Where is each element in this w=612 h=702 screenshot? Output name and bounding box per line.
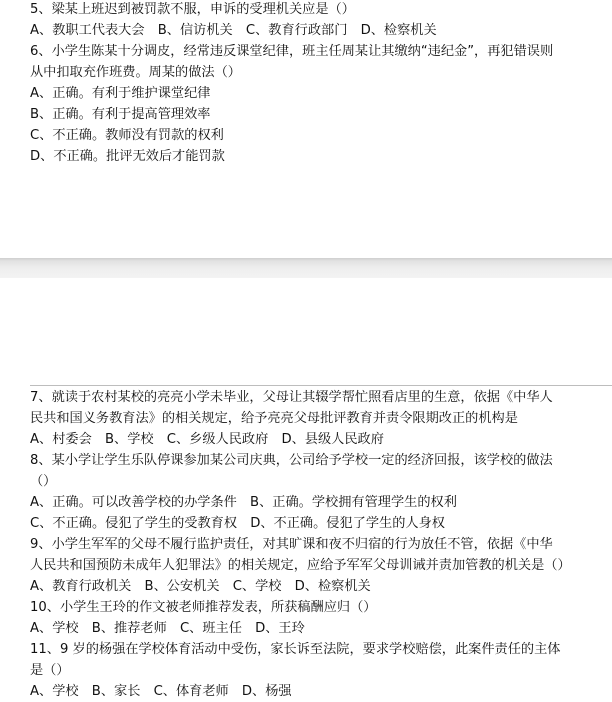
question-6-option-a: A、正确。有利于维护课堂纪律 (30, 86, 211, 101)
document-page-1 (0, 0, 612, 258)
question-7-stem-line-1: 7、就读于农村某校的亮亮小学未毕业，父母让其辍学帮忙照看店里的生意，依据《中华人 (30, 390, 553, 405)
question-9-stem-line-2: 人民共和国预防未成年人犯罪法》的相关规定，应给予军军父母训诫并责加管教的机关是（） (30, 558, 571, 573)
question-6-stem-line-1: 6、小学生陈某十分调皮，经常违反课堂纪律，班主任周某让其缴纳“违纪金”，再犯错误则 (30, 44, 554, 59)
question-6-option-c: C、不正确。教师没有罚款的权利 (30, 128, 224, 143)
page-top-rule (30, 385, 612, 386)
question-8-stem-line-2: （） (30, 474, 57, 489)
question-5-stem: 5、梁某上班迟到被罚款不服，申诉的受理机关应是（） (30, 2, 355, 17)
question-6-option-b: B、正确。有利于提高管理效率 (30, 107, 211, 122)
question-5-options: A、教职工代表大会 B、信访机关 C、教育行政部门 D、检察机关 (30, 23, 437, 38)
question-6-option-d: D、不正确。批评无效后才能罚款 (30, 149, 225, 164)
question-6-stem-line-2: 从中扣取充作班费。周某的做法（） (30, 65, 241, 80)
question-10-options: A、学校 B、推荐老师 C、班主任 D、王玲 (30, 621, 305, 636)
question-7-stem-line-2: 民共和国义务教育法》的相关规定，给予亮亮父母批评教育并责令限期改正的机构是 (30, 411, 518, 426)
question-7-options: A、村委会 B、学校 C、乡级人民政府 D、县级人民政府 (30, 432, 384, 447)
question-9-options: A、教育行政机关 B、公安机关 C、学校 D、检察机关 (30, 579, 371, 594)
question-9-stem-line-1: 9、小学生军军的父母不履行监护责任，对其旷课和夜不归宿的行为放任不管，依据《中华 (30, 537, 553, 552)
page-break (0, 258, 612, 278)
question-10-stem: 10、小学生王玲的作文被老师推荐发表，所获稿酬应归（） (30, 600, 377, 615)
question-8-options-cd: C、不正确。侵犯了学生的受教育权 D、不正确。侵犯了学生的人身权 (30, 516, 445, 531)
document-page-2 (0, 278, 612, 699)
question-8-stem-line-1: 8、某小学让学生乐队停课参加某公司庆典，公司给予学校一定的经济回报，该学校的做法 (30, 453, 553, 468)
question-11-options: A、学校 B、家长 C、体育老师 D、杨强 (30, 684, 292, 699)
question-11-stem-line-1: 11、9 岁的杨强在学校体育活动中受伤，家长诉至法院，要求学校赔偿，此案件责任的主体 (30, 642, 561, 657)
question-8-options-ab: A、正确。可以改善学校的办学条件 B、正确。学校拥有管理学生的权利 (30, 495, 457, 510)
question-11-stem-line-2: 是（） (30, 663, 70, 678)
